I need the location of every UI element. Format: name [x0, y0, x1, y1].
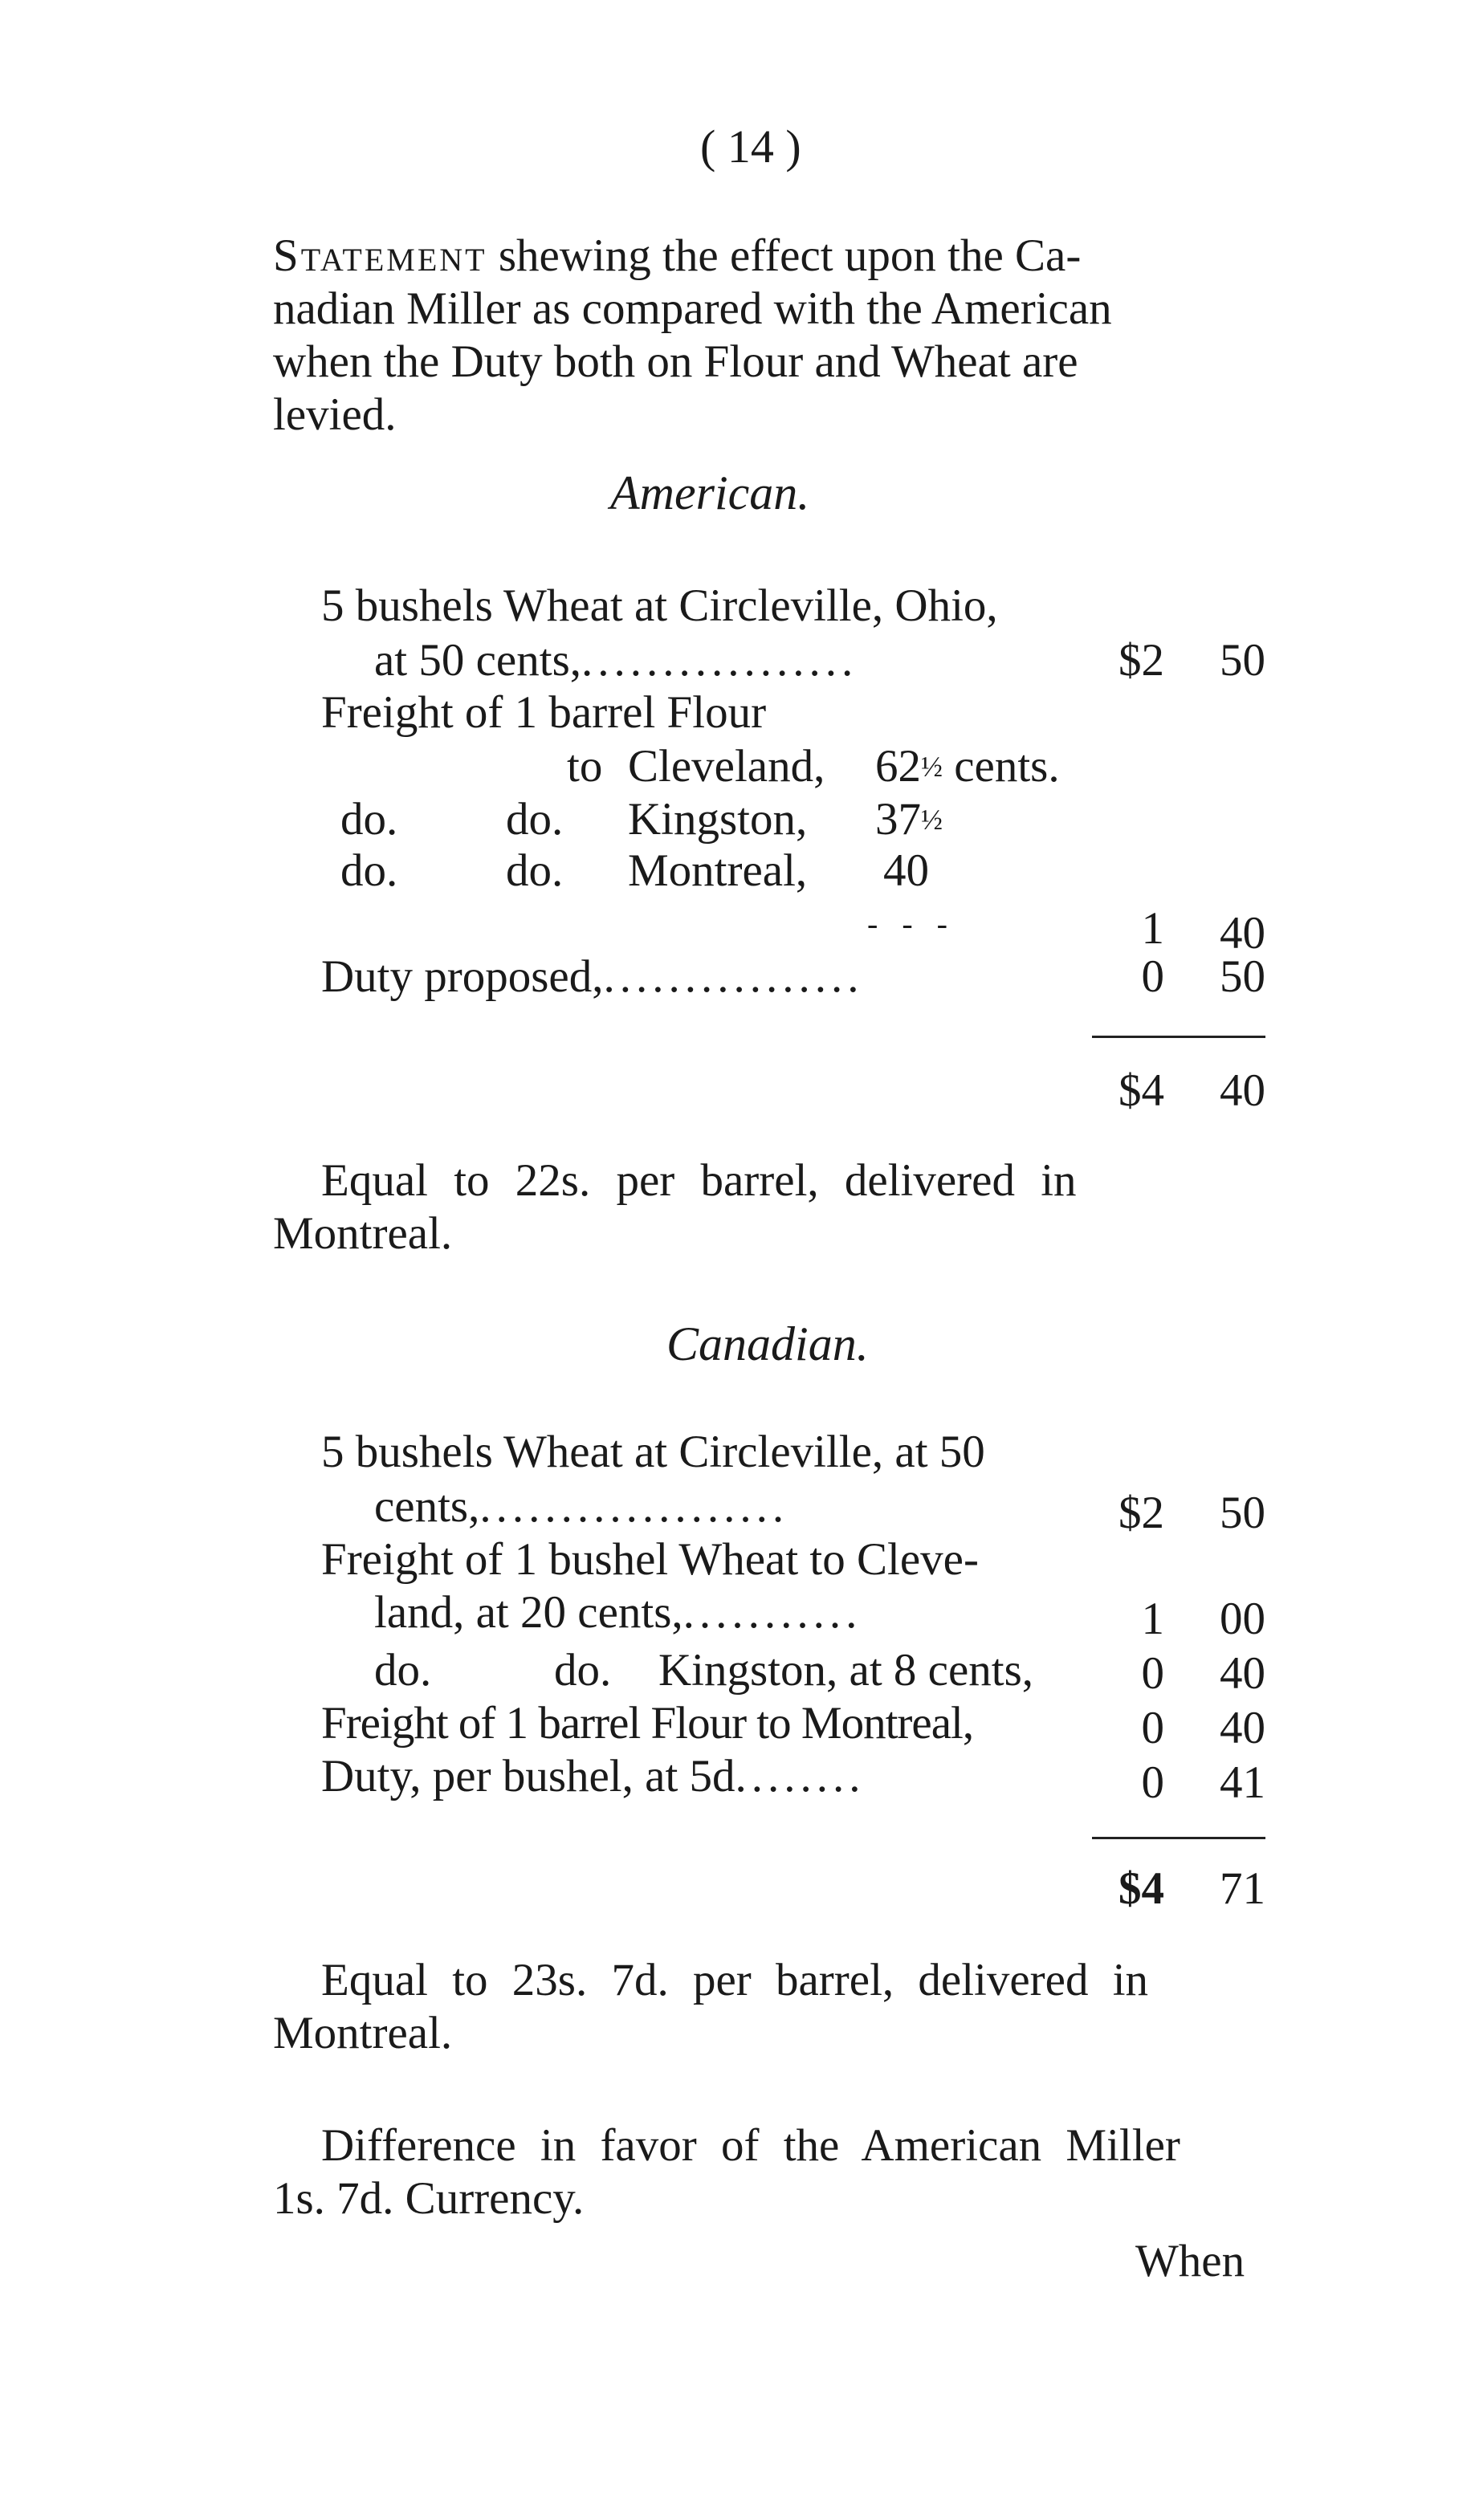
american-freight-subtotal-dollars: 1 — [1141, 903, 1164, 954]
american-freight-label: Freight of 1 barrel Flour — [321, 687, 767, 738]
canadian-equal-line-1: Equal to 23s. 7d. per barrel, delivered in — [321, 1955, 1149, 2005]
american-freight-place-3: Montreal, — [628, 845, 808, 896]
american-freight-place-1: Cleveland, — [628, 741, 825, 792]
american-duty-row — [321, 951, 863, 1004]
american-equal-line-2: Montreal. — [273, 1208, 453, 1259]
canadian-row2-dots: ........... — [682, 1587, 862, 1638]
american-do-2a: do. — [340, 845, 398, 896]
canadian-row2-a: Freight of 1 bushel Wheat to Cleve- — [321, 1534, 979, 1585]
american-freight-amount-1-value: 62 — [875, 741, 921, 792]
american-row1-b-text: at 50 cents, — [374, 635, 582, 686]
american-heading: American. — [610, 466, 810, 519]
american-equal-paragraph — [273, 1154, 1265, 1260]
american-freight-amount-1-fraction: ½ — [921, 751, 943, 783]
canadian-total-rule — [1092, 1837, 1265, 1839]
american-duty-cents: 50 — [1220, 951, 1265, 1002]
canadian-row2-cents: 00 — [1220, 1594, 1265, 1644]
statement-line-1-text: shewing the effect upon the Ca- — [498, 230, 1082, 281]
american-freight-amount-2-fraction: ½ — [921, 804, 943, 836]
statement-line-3: when the Duty both on Flour and Wheat are — [273, 336, 1078, 387]
canadian-heading: Canadian. — [666, 1317, 869, 1370]
canadian-row2-dollars: 1 — [1141, 1594, 1164, 1644]
canadian-row5-dollars: 0 — [1141, 1757, 1164, 1808]
canadian-row2-b-text: land, at 20 cents, — [374, 1587, 683, 1638]
american-row1-dots: ................. — [581, 635, 858, 686]
canadian-row3-dollars: 0 — [1141, 1648, 1164, 1699]
american-freight-subtotal-dash: - - - — [867, 906, 955, 942]
canadian-row1-b-text: cents, — [374, 1481, 480, 1532]
american-do-1a: do. — [340, 794, 398, 845]
american-freight-amount-2-value: 37 — [875, 794, 921, 845]
statement-lead: Statement — [273, 230, 487, 281]
difference-line-2: 1s. 7d. Currency. — [273, 2173, 585, 2224]
american-duty-dollars: 0 — [1141, 951, 1164, 1002]
canadian-row3-a: do. — [374, 1645, 432, 1696]
canadian-row4-cents: 40 — [1220, 1703, 1265, 1753]
canadian-equal-line-2: Montreal. — [273, 2008, 453, 2058]
american-duty-dots: ................ — [603, 951, 864, 1002]
canadian-row5-label: Duty, per bushel, at 5d — [321, 1751, 735, 1801]
canadian-row4-dollars: 0 — [1141, 1703, 1164, 1753]
american-total-cents: 40 — [1220, 1065, 1265, 1116]
american-row1-b — [374, 634, 858, 687]
american-freight-amount-1-unit: cents. — [954, 741, 1060, 792]
canadian-total-dollars: $4 — [1118, 1863, 1164, 1914]
statement-line-1 — [273, 230, 1265, 283]
canadian-row5-cents: 41 — [1220, 1757, 1265, 1808]
american-freight-subtotal-cents: 40 — [1220, 908, 1265, 959]
difference-line-1: Difference in favor of the American Miller — [321, 2120, 1180, 2171]
page-number: ( 14 ) — [700, 120, 801, 173]
canadian-row1-dollars: $2 — [1118, 1488, 1164, 1538]
canadian-row3-c: Kingston, at 8 cents, — [658, 1645, 1034, 1696]
canadian-row1-a: 5 bushels Wheat at Circleville, at 50 — [321, 1427, 985, 1477]
american-duty-label: Duty proposed, — [321, 951, 604, 1002]
american-freight-to: to — [567, 741, 603, 792]
canadian-row1-cents: 50 — [1220, 1488, 1265, 1538]
canadian-total-cents: 71 — [1220, 1863, 1265, 1914]
american-freight-amount-3: 40 — [883, 845, 929, 896]
american-row1-dollars: $2 — [1118, 635, 1164, 686]
american-equal-line-1: Equal to 22s. per barrel, delivered in — [321, 1155, 1077, 1206]
american-freight-amount-1 — [875, 740, 1060, 793]
difference-paragraph — [273, 2119, 1265, 2225]
canadian-row3-b: do. — [554, 1645, 612, 1696]
american-total-rule — [1092, 1036, 1265, 1038]
catchword: When — [1135, 2236, 1245, 2286]
american-total-dollars: $4 — [1118, 1065, 1164, 1116]
canadian-row5 — [321, 1750, 866, 1803]
american-do-1b: do. — [506, 794, 564, 845]
statement-paragraph — [273, 230, 1265, 442]
american-freight-place-2: Kingston, — [628, 794, 808, 845]
canadian-row1-dots: ................... — [479, 1481, 789, 1532]
statement-line-2: nadian Miller as compared with the American — [273, 283, 1112, 334]
canadian-row3-cents: 40 — [1220, 1648, 1265, 1699]
canadian-row1-b — [374, 1480, 788, 1533]
canadian-row5-dots: ........ — [735, 1751, 866, 1801]
american-freight-amount-2 — [875, 793, 943, 846]
american-row1-cents: 50 — [1220, 635, 1265, 686]
american-do-2b: do. — [506, 845, 564, 896]
canadian-equal-paragraph — [273, 1954, 1265, 2060]
statement-line-4: levied. — [273, 389, 397, 440]
american-row1-a: 5 bushels Wheat at Circleville, Ohio, — [321, 580, 998, 631]
canadian-row4: Freight of 1 barrel Flour to Montreal, — [321, 1698, 974, 1749]
canadian-row2-b — [374, 1586, 862, 1639]
